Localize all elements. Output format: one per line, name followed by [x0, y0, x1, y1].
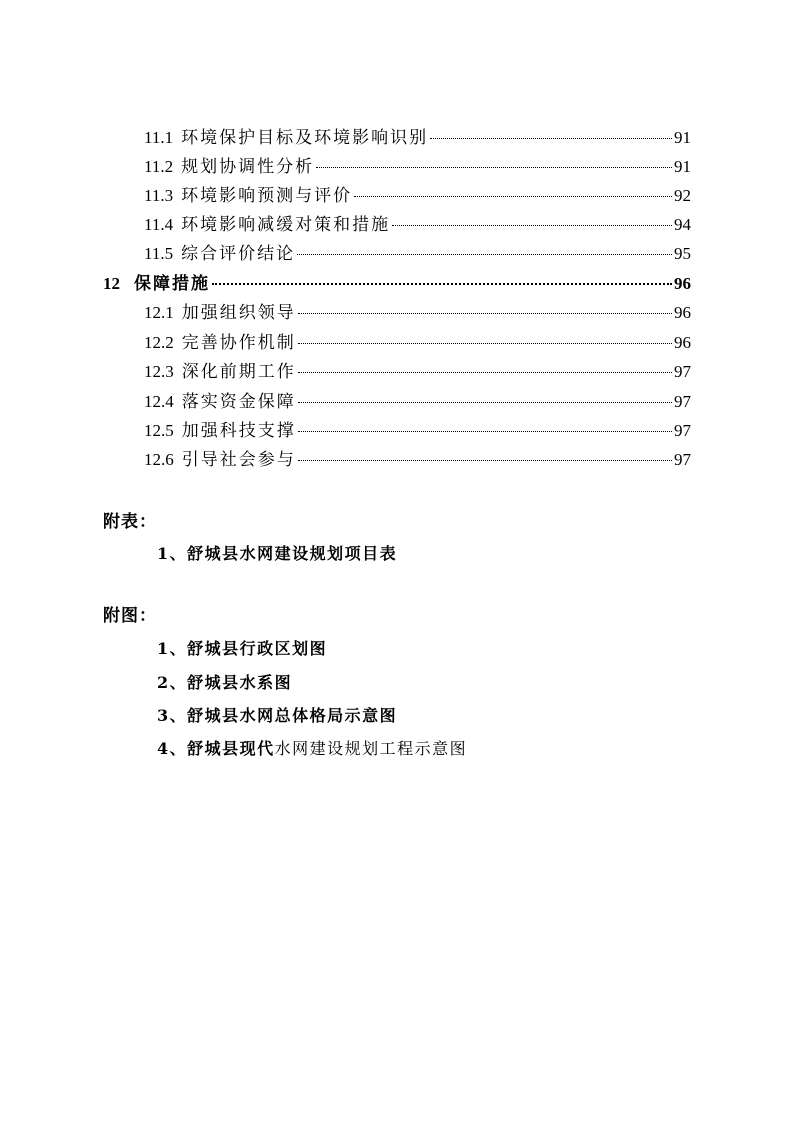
dot-leader	[298, 313, 672, 314]
toc-title: 保障措施	[134, 274, 210, 294]
toc-entry-12-5[interactable]	[144, 421, 691, 441]
toc-number: 11.4	[144, 215, 174, 234]
figure-item-plain-part: 水网建设规划工程示意图	[274, 739, 468, 758]
dot-leader	[212, 283, 672, 285]
toc-title: 加强组织领导	[181, 303, 296, 323]
appendix-figure-item: 1、舒城县行政区划图	[157, 639, 328, 658]
toc-page-number: 94	[674, 215, 691, 234]
toc-page-number: 96	[674, 303, 691, 322]
dot-leader	[392, 225, 672, 226]
toc-number: 12.5	[144, 421, 174, 440]
toc-title: 加强科技支撑	[181, 421, 296, 441]
dot-leader	[298, 372, 672, 373]
figure-item-bold-part: 4、舒城县现代	[157, 739, 275, 758]
toc-entry-11-2[interactable]	[144, 157, 691, 177]
appendix-figure-item	[157, 738, 467, 760]
toc-entry-11-1[interactable]	[144, 128, 691, 148]
toc-title: 引导社会参与	[181, 450, 296, 470]
toc-number: 12.6	[144, 450, 174, 469]
toc-page-number: 95	[674, 244, 691, 263]
toc-page-number: 97	[674, 362, 691, 381]
dot-leader	[297, 254, 672, 255]
toc-title: 落实资金保障	[181, 392, 296, 412]
toc-entry-12-1[interactable]	[144, 303, 691, 323]
toc-title: 环境影响预测与评价	[181, 186, 353, 206]
dot-leader	[430, 138, 672, 139]
toc-number: 12.2	[144, 333, 174, 352]
toc-title: 深化前期工作	[181, 362, 296, 382]
toc-entry-11-4[interactable]	[144, 215, 691, 235]
dot-leader	[298, 431, 672, 432]
toc-entry-12-6[interactable]	[144, 450, 691, 470]
toc-page-number: 96	[674, 274, 691, 293]
dot-leader	[298, 343, 672, 344]
toc-title: 环境影响减缓对策和措施	[181, 215, 391, 235]
toc-entry-12-4[interactable]	[144, 392, 691, 412]
toc-page-number: 96	[674, 333, 691, 352]
toc-chapter-12[interactable]	[103, 274, 691, 294]
toc-title: 规划协调性分析	[181, 157, 315, 177]
appendix-tables-heading: 附表：	[103, 512, 157, 532]
toc-number: 11.2	[144, 157, 174, 176]
appendix-figure-item: 3、舒城县水网总体格局示意图	[157, 706, 398, 725]
toc-number: 12.4	[144, 392, 174, 411]
toc-number: 11.1	[144, 128, 174, 147]
toc-page-number: 91	[674, 157, 691, 176]
toc-title: 完善协作机制	[181, 333, 296, 353]
toc-title: 环境保护目标及环境影响识别	[181, 128, 429, 148]
toc-page-number: 97	[674, 392, 691, 411]
toc-number: 12.1	[144, 303, 174, 322]
dot-leader	[354, 196, 672, 197]
toc-page-number: 97	[674, 421, 691, 440]
toc-number: 12.3	[144, 362, 174, 381]
toc-number: 11.3	[144, 186, 174, 205]
toc-entry-11-3[interactable]	[144, 186, 691, 206]
dot-leader	[316, 167, 672, 168]
dot-leader	[298, 402, 672, 403]
toc-title: 综合评价结论	[181, 244, 296, 264]
dot-leader	[298, 460, 672, 461]
toc-entry-12-2[interactable]	[144, 333, 691, 353]
toc-number: 11.5	[144, 244, 174, 263]
appendix-figure-item: 2、舒城县水系图	[157, 673, 293, 692]
toc-entry-12-3[interactable]	[144, 362, 691, 382]
toc-page-number: 91	[674, 128, 691, 147]
toc-entry-11-5[interactable]	[144, 244, 691, 264]
appendix-figures-heading: 附图：	[103, 606, 157, 626]
toc-page-number: 97	[674, 450, 691, 469]
toc-page-number: 92	[674, 186, 691, 205]
appendix-table-item: 1、舒城县水网建设规划项目表	[157, 544, 398, 563]
toc-number: 12	[103, 274, 120, 293]
